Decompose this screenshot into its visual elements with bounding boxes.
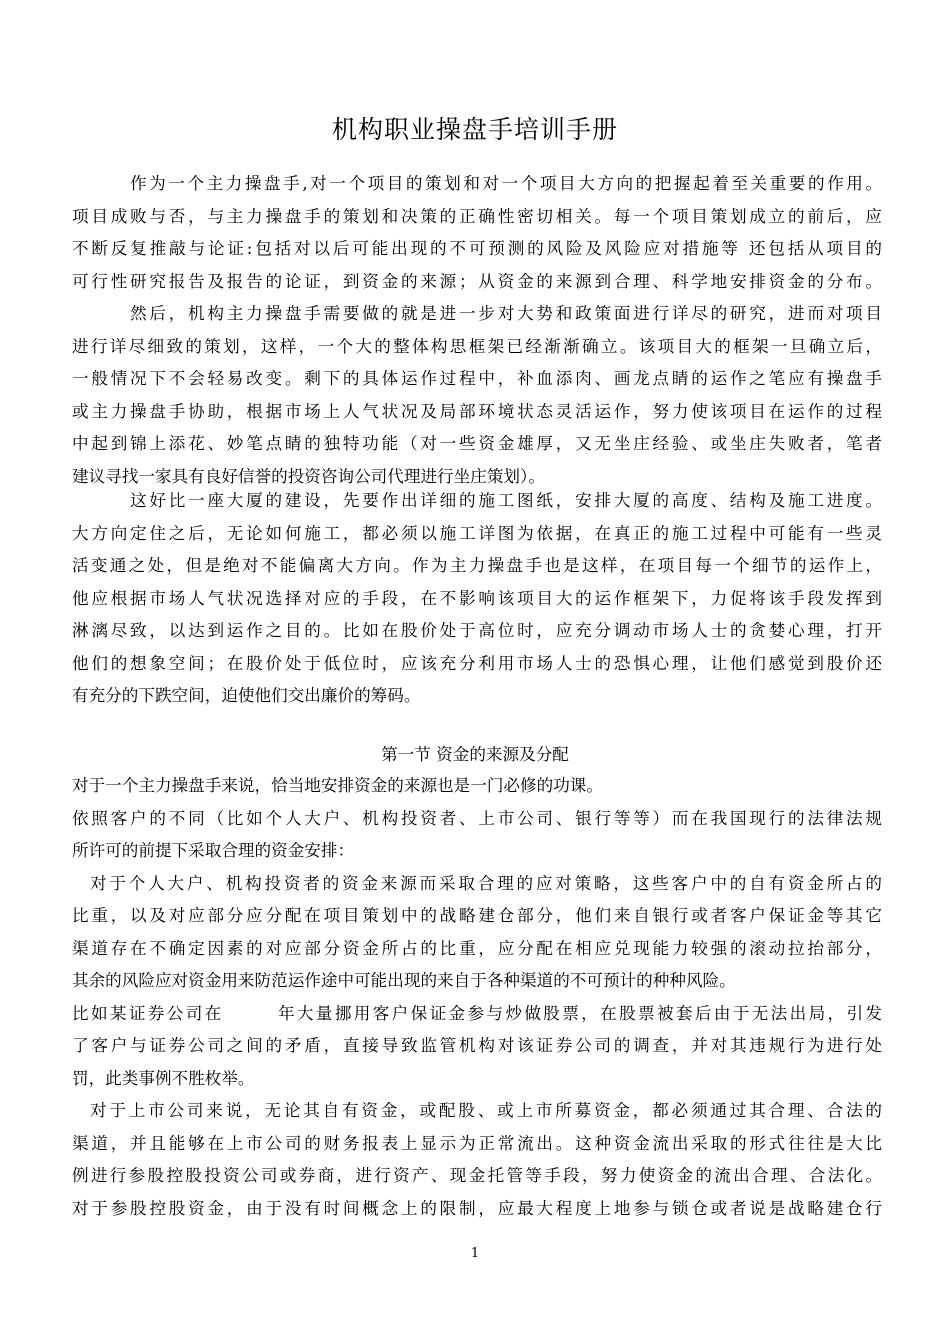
paragraph-line: 对于一个主力操盘手来说，恰当地安排资金的来源也是一门必修的功课。 [72, 776, 603, 795]
paragraph-line: 作为一个主力操盘手,对一个项目的策划和对一个项目大方向的把握起着至关重要的作用。 [130, 174, 882, 193]
paragraph-line: 这好比一座大厦的建设，先要作出详细的施工图纸，安排大厦的高度、结构及施工进度。 [130, 491, 882, 510]
section-body [72, 770, 882, 1225]
paragraph-line: 然后，机构主力操盘手需要做的就是进一步对大势和政策面进行详尽的研究，进而对项目 [130, 304, 882, 323]
section-heading: 第一节 资金的来源及分配 [381, 745, 569, 764]
paragraph-line: 一般情况下不会轻易改变。剩下的具体运作过程中，补血添肉、画龙点睛的运作之笔应有操盘手 [72, 369, 882, 388]
paragraph-line: 他应根据市场人气状况选择对应的手段，在不影响该项目大的运作框架下，力促将该手段发挥到 [72, 588, 882, 608]
paragraph-line: 比重，以及对应部分应分配在项目策划中的战略建仓部分，他们来自银行或者客户保证金等其它 [72, 906, 882, 925]
paragraph-line: 淋漓尽致，以达到运作之目的。比如在股价处于高位时，应充分调动市场人士的贪婪心理，打开 [72, 621, 882, 640]
paragraph-line: 所许可的前提下采取合理的资金安排： [72, 841, 355, 860]
paragraph-line: 罚，此类事例不胜枚举。 [72, 1068, 255, 1088]
paragraph-line: 渠道存在不确定因素的对应部分资金所占的比重，应分配在相应兑现能力较强的滚动拉抬部分， [72, 938, 882, 958]
paragraph-line: 中起到锦上添花、妙笔点睛的独特功能（对一些资金雄厚，又无坐庄经验、或坐庄失败者，笔者 [72, 434, 882, 453]
document-title: 机构职业操盘手培训手册 [331, 115, 618, 144]
paragraph-line: 渠道，并且能够在上市公司的财务报表上显示为正常流出。这种资金流出采取的形式往往是大比 [72, 1133, 882, 1153]
paragraph-line: 对于上市公司来说，无论其自有资金，或配股、或上市所募资金，都必须通过其合理、合法的 [90, 1101, 882, 1120]
line-end: 年大量挪用客户保证金参与炒做股票，在股票被套后由于无法出局，引发 [275, 1003, 882, 1023]
paragraph-line [72, 998, 882, 1031]
paragraph-line: 他们的想象空间；在股价处于低位时，应该充分利用市场人士的恐惧心理，让他们感觉到股价还 [72, 653, 882, 673]
paragraph-line: 建议寻找一家具有良好信誉的投资咨询公司代理进行坐庄策划）。 [72, 466, 545, 486]
paragraph-line: 对于个人大户、机构投资者的资金来源而采取合理的应对策略，这些客户中的自有资金所占的 [90, 873, 882, 893]
paragraph-line: 了客户与证券公司之间的矛盾，直接导致监管机构对该证券公司的调查，并对其违规行为进行处 [72, 1036, 882, 1055]
paragraph-line: 大方向定住之后，无论如何施工，都必须以施工详图为依据，在真正的施工过程中可能有一些灵 [72, 523, 882, 543]
paragraph-line: 或主力操盘手协助，根据市场上人气状况及局部环境状态灵活运作，努力使该项目在运作的过程 [72, 401, 882, 421]
paragraph-line: 进行详尽细致的策划，这样，一个大的整体构思框架已经渐渐确立。该项目大的框架一旦确立后， [72, 336, 882, 356]
intro-paragraph-2 [72, 298, 882, 493]
paragraph-line: 项目成败与否，与主力操盘手的策划和决策的正确性密切相关。每一个项目策划成立的前后，应 [72, 206, 882, 226]
intro-paragraph-1 [72, 168, 882, 298]
paragraph-line: 对于参股控股资金，由于没有时间概念上的限制，应最大程度上地参与锁仓或者说是战略建仓行 [72, 1198, 882, 1218]
paragraph-line: 例进行参股控股投资公司或券商，进行资产、现金托管等手段，努力使资金的流出合理、合法化。 [72, 1166, 882, 1185]
paragraph-line: 依照客户的不同（比如个人大户、机构投资者、上市公司、银行等等）而在我国现行的法律法规 [72, 808, 882, 828]
intro-paragraph-3 [72, 485, 882, 713]
page-number: 1 [470, 1246, 480, 1261]
line-start: 比如某证券公司在 [72, 1003, 224, 1023]
paragraph-line: 活变通之处，但是绝对不能偏离大方向。作为主力操盘手也是这样，在项目每一个细节的运作上， [72, 556, 882, 575]
paragraph-line: 不断反复推敲与论证:包括对以后可能出现的不可预测的风险及风险应对措施等 还包括从项目的 [72, 239, 882, 258]
paragraph-line: 可行性研究报告及报告的论证，到资金的来源；从资金的来源到合理、科学地安排资金的分布。 [72, 271, 882, 291]
paragraph-line: 其余的风险应对资金用来防范运作途中可能出现的来自于各种渠道的不可预计的种种风险。 [72, 971, 736, 990]
paragraph-line: 有充分的下跌空间，迫使他们交出廉价的筹码。 [72, 686, 421, 705]
